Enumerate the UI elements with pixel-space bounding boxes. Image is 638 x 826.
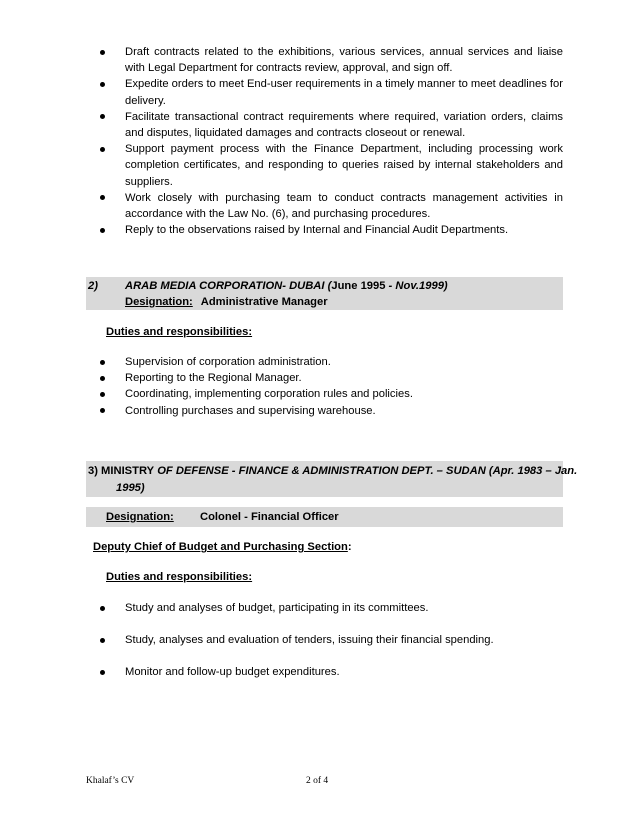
list-item	[88, 141, 563, 190]
section2-bullet-list	[88, 354, 563, 419]
list-item	[88, 222, 563, 238]
company-name: ARAB MEDIA CORPORATION- DUBAI	[125, 280, 325, 292]
list-item	[88, 354, 563, 370]
list-item	[88, 76, 563, 108]
list-item	[88, 190, 563, 222]
footer-document-title: Khalaf’s CV	[86, 776, 135, 786]
section2-header	[86, 277, 563, 310]
bullet-icon	[100, 606, 105, 611]
bullet-icon	[100, 638, 105, 643]
bullet-icon	[100, 147, 105, 152]
section3-designation-bar	[86, 507, 563, 527]
bullet-icon	[100, 408, 105, 413]
section3-bullet-list	[88, 600, 563, 681]
list-item	[88, 109, 563, 141]
deputy-heading	[93, 541, 352, 553]
list-item-text: Support payment process with the Finance Department, including processing work completion certificates, and responding to queries raised by internal stakeholders and suppliers.	[125, 143, 563, 188]
duties-heading: Duties and responsibilities:	[106, 326, 253, 338]
bullet-icon	[100, 82, 105, 87]
bullet-icon	[100, 376, 105, 381]
bullet-icon	[100, 114, 105, 119]
deputy-heading-colon: :	[347, 541, 352, 553]
list-item	[88, 370, 563, 386]
designation-value: Colonel - Financial Officer	[200, 511, 339, 523]
list-item	[88, 632, 563, 648]
list-item	[88, 403, 563, 419]
designation-value: Administrative Manager	[200, 296, 328, 308]
bullet-icon	[100, 195, 105, 200]
duties-heading: Duties and responsibilities:	[106, 571, 253, 583]
list-item-text: Expedite orders to meet End-user requirements in a timely manner to meet deadlines for delivery.	[125, 78, 563, 107]
section1-bullet-list	[88, 44, 563, 238]
list-item	[88, 600, 563, 616]
list-item-text: Reporting to the Regional Manager.	[125, 372, 302, 385]
bullet-icon	[100, 670, 105, 675]
section-prefix: 3) MINISTRY	[88, 465, 155, 477]
period-start: June 1995	[331, 280, 386, 292]
list-item-text: Coordinating, implementing corporation rules and policies.	[125, 388, 413, 401]
designation-label: Designation:	[106, 511, 174, 523]
bullet-icon	[100, 228, 105, 233]
list-item-text: Reply to the observations raised by Internal and Financial Audit Departments.	[125, 224, 509, 237]
bullet-icon	[100, 360, 105, 365]
list-item-text: Work closely with purchasing team to conduct contracts management activities in accordance with the Law No. (6), and purchasing procedures.	[125, 191, 563, 221]
bullet-icon	[100, 392, 105, 397]
list-item-text: Monitor and follow-up budget expenditures.	[125, 666, 340, 679]
list-item	[88, 386, 563, 402]
designation-label: Designation:	[125, 296, 193, 308]
section-title: OF DEFENSE - FINANCE & ADMINISTRATION DEPT. – SUDAN (Apr. 1983 – Jan.	[154, 465, 578, 477]
section-number: 2)	[88, 280, 98, 292]
period-open: (	[324, 280, 332, 292]
list-item	[88, 44, 563, 76]
bullet-icon	[100, 50, 105, 55]
list-item-text: Facilitate transactional contract requirements where required, variation orders, claims and disputes, liquidated damages and contracts closeout or renewal.	[125, 110, 563, 140]
list-item-text: Study and analyses of budget, participating in its committees.	[125, 602, 429, 614]
list-item-text: Study, analyses and evaluation of tenders, issuing their financial spending.	[125, 634, 494, 647]
list-item	[88, 664, 563, 680]
deputy-heading-text: Deputy Chief of Budget and Purchasing Section	[93, 541, 348, 553]
list-item-text: Supervision of corporation administration.	[125, 356, 331, 368]
list-item-text: Controlling purchases and supervising warehouse.	[125, 404, 376, 417]
section-title-continued: 1995)	[116, 482, 145, 494]
list-item-text: Draft contracts related to the exhibitions, various services, annual services and liaise with Legal Department for contracts review, approval, and sign off.	[125, 46, 563, 75]
period-end: Nov.1999)	[395, 280, 448, 292]
period-separator: -	[385, 280, 396, 292]
footer-page-number: 2 of 4	[306, 776, 329, 786]
section3-header	[86, 461, 578, 497]
